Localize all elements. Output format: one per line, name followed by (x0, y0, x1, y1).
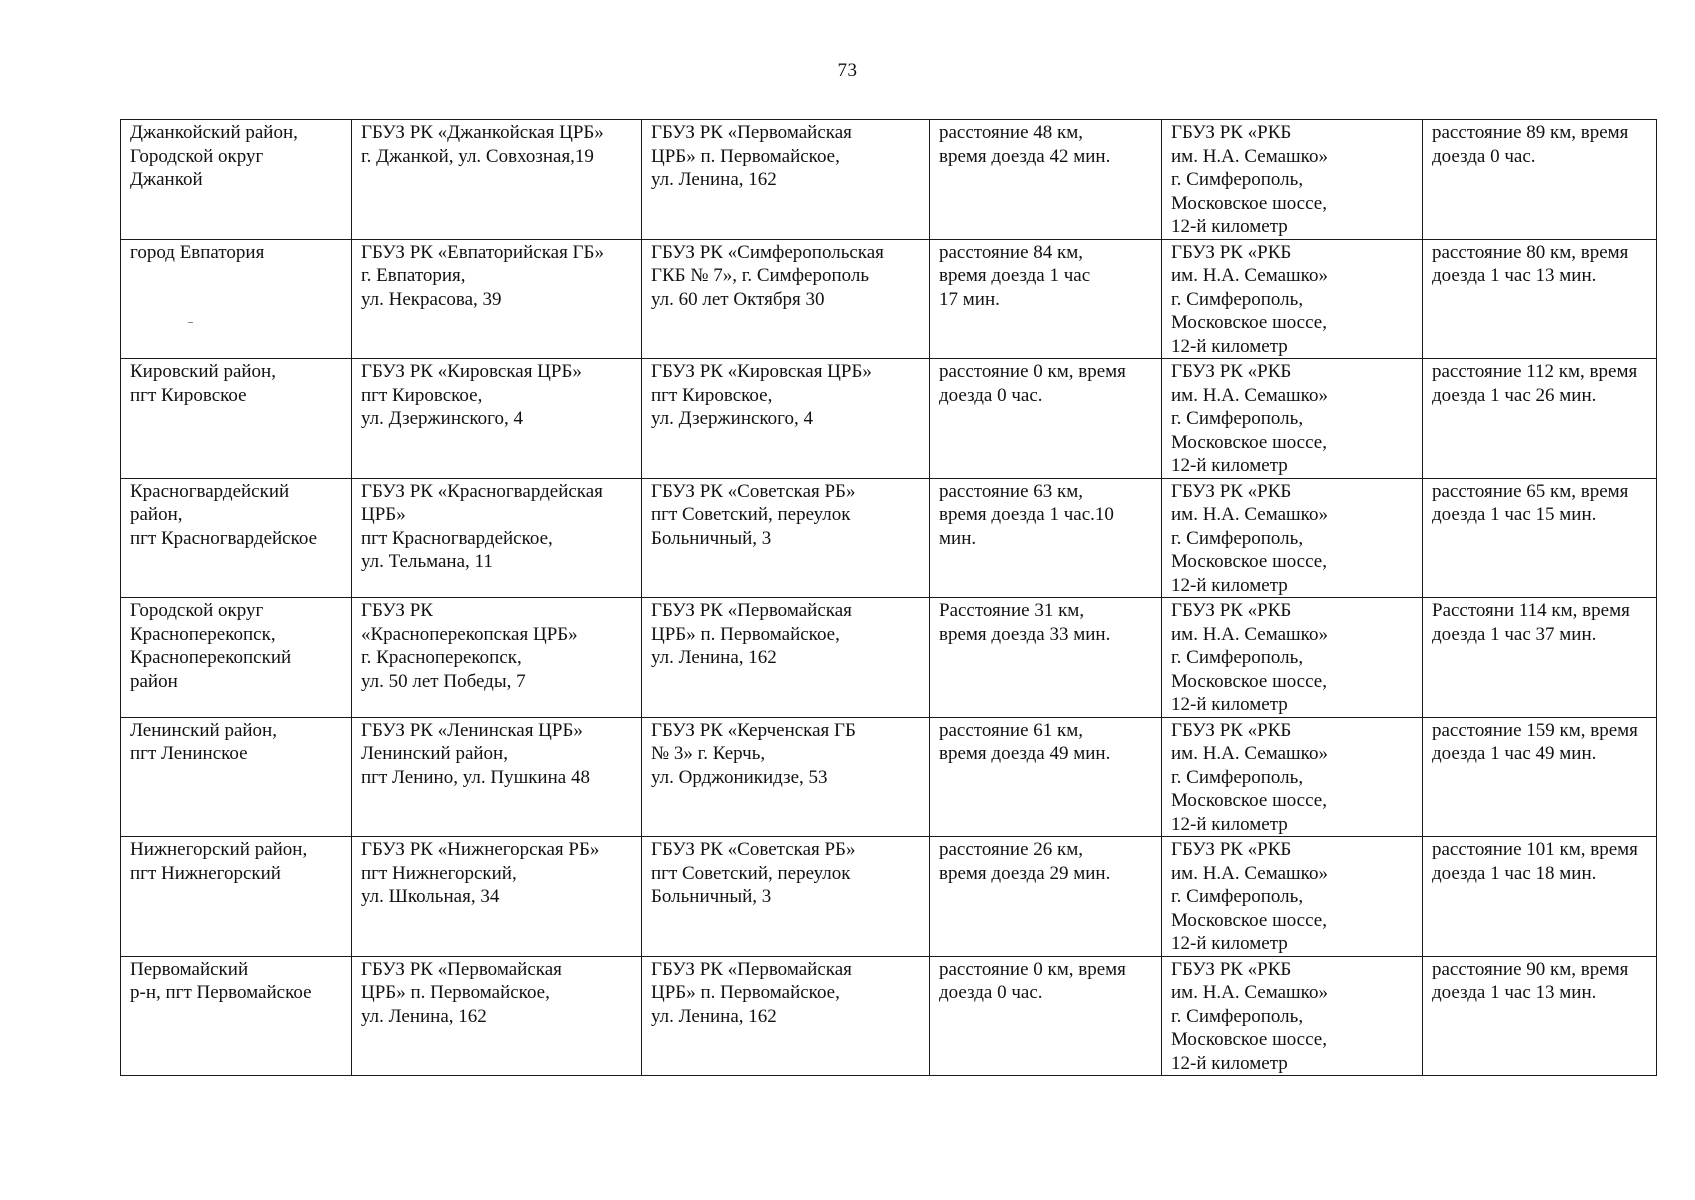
secondary-hospital-cell: ГБУЗ РК «Керченская ГБ № 3» г. Керчь, ул. Орджоникидзе, 53 (642, 717, 930, 837)
region-cell: Первомайский р-н, пгт Первомайское (121, 956, 352, 1076)
regional-hospital-cell: ГБУЗ РК «РКБ им. Н.А. Семашко» г. Симферополь, Московское шоссе, 12-й километр (1162, 239, 1423, 359)
table-body (121, 120, 1657, 1076)
primary-hospital-cell: ГБУЗ РК «Ленинская ЦРБ» Ленинский район, пгт Ленино, ул. Пушкина 48 (352, 717, 642, 837)
region-cell: Кировский район, пгт Кировское (121, 359, 352, 479)
secondary-hospital-cell: ГБУЗ РК «Симферопольская ГКБ № 7», г. Симферополь ул. 60 лет Октября 30 (642, 239, 930, 359)
regional-hospital-cell: ГБУЗ РК «РКБ им. Н.А. Семашко» г. Симферополь, Московское шоссе, 12-й километр (1162, 717, 1423, 837)
scan-speck (188, 322, 193, 323)
secondary-hospital-cell: ГБУЗ РК «Кировская ЦРБ» пгт Кировское, ул. Дзержинского, 4 (642, 359, 930, 479)
regional-hospital-cell: ГБУЗ РК «РКБ им. Н.А. Семашко» г. Симферополь, Московское шоссе, 12-й километр (1162, 837, 1423, 957)
secondary-distance-cell: расстояние 84 км, время доезда 1 час 17 мин. (930, 239, 1162, 359)
regional-hospital-cell: ГБУЗ РК «РКБ им. Н.А. Семашко» г. Симферополь, Московское шоссе, 12-й километр (1162, 956, 1423, 1076)
regional-distance-cell: расстояние 65 км, время доезда 1 час 15 мин. (1423, 478, 1657, 598)
regional-distance-cell: расстояние 112 км, время доезда 1 час 26 мин. (1423, 359, 1657, 479)
region-cell: Нижнегорский район, пгт Нижнегорский (121, 837, 352, 957)
secondary-distance-cell: расстояние 0 км, время доезда 0 час. (930, 359, 1162, 479)
regional-distance-cell: расстояние 80 км, время доезда 1 час 13 мин. (1423, 239, 1657, 359)
secondary-distance-cell: расстояние 0 км, время доезда 0 час. (930, 956, 1162, 1076)
table-row (121, 239, 1657, 359)
secondary-hospital-cell: ГБУЗ РК «Советская РБ» пгт Советский, переулок Больничный, 3 (642, 837, 930, 957)
region-cell: Красногвардейский район, пгт Красногвардейское (121, 478, 352, 598)
secondary-hospital-cell: ГБУЗ РК «Первомайская ЦРБ» п. Первомайское, ул. Ленина, 162 (642, 120, 930, 240)
region-cell: Ленинский район, пгт Ленинское (121, 717, 352, 837)
secondary-distance-cell: расстояние 63 км, время доезда 1 час.10 мин. (930, 478, 1162, 598)
secondary-distance-cell: Расстояние 31 км, время доезда 33 мин. (930, 598, 1162, 718)
secondary-distance-cell: расстояние 26 км, время доезда 29 мин. (930, 837, 1162, 957)
table-row (121, 359, 1657, 479)
hospital-routing-table (120, 119, 1657, 1076)
table-row (121, 837, 1657, 957)
page-number: 73 (837, 60, 858, 81)
regional-hospital-cell: ГБУЗ РК «РКБ им. Н.А. Семашко» г. Симферополь, Московское шоссе, 12-й километр (1162, 120, 1423, 240)
regional-distance-cell: расстояние 90 км, время доезда 1 час 13 мин. (1423, 956, 1657, 1076)
primary-hospital-cell: ГБУЗ РК «Евпаторийская ГБ» г. Евпатория, ул. Некрасова, 39 (352, 239, 642, 359)
regional-distance-cell: расстояние 159 км, время доезда 1 час 49 мин. (1423, 717, 1657, 837)
secondary-distance-cell: расстояние 61 км, время доезда 49 мин. (930, 717, 1162, 837)
table-row (121, 598, 1657, 718)
regional-hospital-cell: ГБУЗ РК «РКБ им. Н.А. Семашко» г. Симферополь, Московское шоссе, 12-й километр (1162, 359, 1423, 479)
table-row (121, 717, 1657, 837)
table-row (121, 478, 1657, 598)
primary-hospital-cell: ГБУЗ РК «Джанкойская ЦРБ» г. Джанкой, ул. Совхозная,19 (352, 120, 642, 240)
primary-hospital-cell: ГБУЗ РК «Нижнегорская РБ» пгт Нижнегорский, ул. Школьная, 34 (352, 837, 642, 957)
regional-distance-cell: расстояние 89 км, время доезда 0 час. (1423, 120, 1657, 240)
regional-hospital-cell: ГБУЗ РК «РКБ им. Н.А. Семашко» г. Симферополь, Московское шоссе, 12-й километр (1162, 478, 1423, 598)
secondary-distance-cell: расстояние 48 км, время доезда 42 мин. (930, 120, 1162, 240)
table-row (121, 956, 1657, 1076)
table-row (121, 120, 1657, 240)
regional-hospital-cell: ГБУЗ РК «РКБ им. Н.А. Семашко» г. Симферополь, Московское шоссе, 12-й километр (1162, 598, 1423, 718)
regional-distance-cell: Расстояни 114 км, время доезда 1 час 37 мин. (1423, 598, 1657, 718)
primary-hospital-cell: ГБУЗ РК «Красногвардейская ЦРБ» пгт Красногвардейское, ул. Тельмана, 11 (352, 478, 642, 598)
primary-hospital-cell: ГБУЗ РК «Красноперекопская ЦРБ» г. Красноперекопск, ул. 50 лет Победы, 7 (352, 598, 642, 718)
region-cell: город Евпатория (121, 239, 352, 359)
secondary-hospital-cell: ГБУЗ РК «Первомайская ЦРБ» п. Первомайское, ул. Ленина, 162 (642, 598, 930, 718)
secondary-hospital-cell: ГБУЗ РК «Первомайская ЦРБ» п. Первомайское, ул. Ленина, 162 (642, 956, 930, 1076)
primary-hospital-cell: ГБУЗ РК «Первомайская ЦРБ» п. Первомайское, ул. Ленина, 162 (352, 956, 642, 1076)
region-cell: Городской округ Красноперекопск, Красноперекопский район (121, 598, 352, 718)
secondary-hospital-cell: ГБУЗ РК «Советская РБ» пгт Советский, переулок Больничный, 3 (642, 478, 930, 598)
regional-distance-cell: расстояние 101 км, время доезда 1 час 18 мин. (1423, 837, 1657, 957)
primary-hospital-cell: ГБУЗ РК «Кировская ЦРБ» пгт Кировское, ул. Дзержинского, 4 (352, 359, 642, 479)
region-cell: Джанкойский район, Городской округ Джанкой (121, 120, 352, 240)
